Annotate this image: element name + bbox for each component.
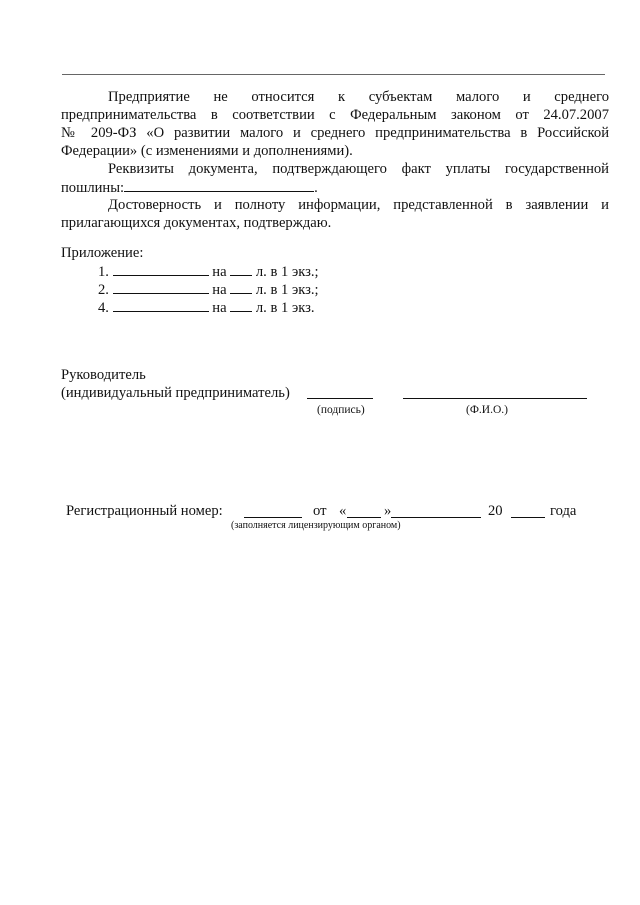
quote-open: « <box>339 503 347 519</box>
sme-status-line-3: № 209-ФЗ «О развитии малого и среднего предпринимательства в Российской <box>61 125 609 141</box>
fee-line-2 <box>61 178 609 197</box>
signatory-title: Руководитель <box>61 367 146 383</box>
quote-close: » <box>384 503 392 519</box>
fee-line-1: Реквизиты документа, подтверждающего факт уплаты государственной <box>108 161 609 177</box>
sme-status-line-1: Предприятие не относится к субъектам малого и среднего <box>108 89 609 105</box>
registration-note: (заполняется лицензирующим органом) <box>231 520 401 531</box>
registration-month-field[interactable] <box>391 517 481 518</box>
attachment-item <box>98 298 315 317</box>
attachment-name-field[interactable] <box>113 262 209 276</box>
fee-period: . <box>314 180 318 196</box>
attachment-pages-field[interactable] <box>230 298 252 312</box>
fee-label: пошлины: <box>61 180 125 196</box>
confirmation-line-1: Достоверность и полноту информации, представленной в заявлении и <box>108 197 609 213</box>
fee-paragraph <box>61 160 609 197</box>
registration-year-word: года <box>550 503 577 519</box>
confirmation-paragraph <box>61 196 609 232</box>
full-name-field[interactable] <box>403 398 587 399</box>
attachment-item <box>98 262 319 281</box>
sme-status-line-4: Федерации» (с изменениями и дополнениями). <box>61 143 353 159</box>
attachments-heading: Приложение: <box>61 245 144 261</box>
attachment-copies-text: л. в 1 экз.; <box>255 282 319 298</box>
attachment-na-label: на <box>212 264 227 280</box>
registration-day-field[interactable] <box>347 517 381 518</box>
sme-status-line-2: предпринимательства в соответствии с Федеральным законом от 24.07.2007 <box>61 107 609 123</box>
sme-status-paragraph <box>61 88 609 160</box>
attachment-na-label: на <box>212 300 227 316</box>
signatory-subtitle: (индивидуальный предприниматель) <box>61 385 290 401</box>
attachment-number: 1. <box>98 264 109 280</box>
attachment-name-field[interactable] <box>113 280 209 294</box>
attachment-pages-field[interactable] <box>230 262 252 276</box>
registration-century: 20 <box>488 503 503 519</box>
attachment-item <box>98 280 319 299</box>
top-divider <box>62 74 605 75</box>
attachment-pages-field[interactable] <box>230 280 252 294</box>
full-name-caption: (Ф.И.О.) <box>466 404 508 416</box>
signature-field[interactable] <box>307 398 373 399</box>
attachment-number: 2. <box>98 282 109 298</box>
attachment-number: 4. <box>98 300 109 316</box>
attachment-copies-text: л. в 1 экз.; <box>255 264 319 280</box>
attachment-name-field[interactable] <box>113 298 209 312</box>
signature-caption: (подпись) <box>317 404 365 416</box>
attachment-na-label: на <box>212 282 227 298</box>
confirmation-line-2: прилагающихся документах, подтверждаю. <box>61 215 332 231</box>
registration-number-field[interactable] <box>244 517 302 518</box>
fee-document-field[interactable] <box>124 178 314 192</box>
attachment-copies-text: л. в 1 экз. <box>255 300 315 316</box>
registration-from-label: от <box>313 503 327 519</box>
registration-year-field[interactable] <box>511 517 545 518</box>
registration-label: Регистрационный номер: <box>66 503 223 519</box>
